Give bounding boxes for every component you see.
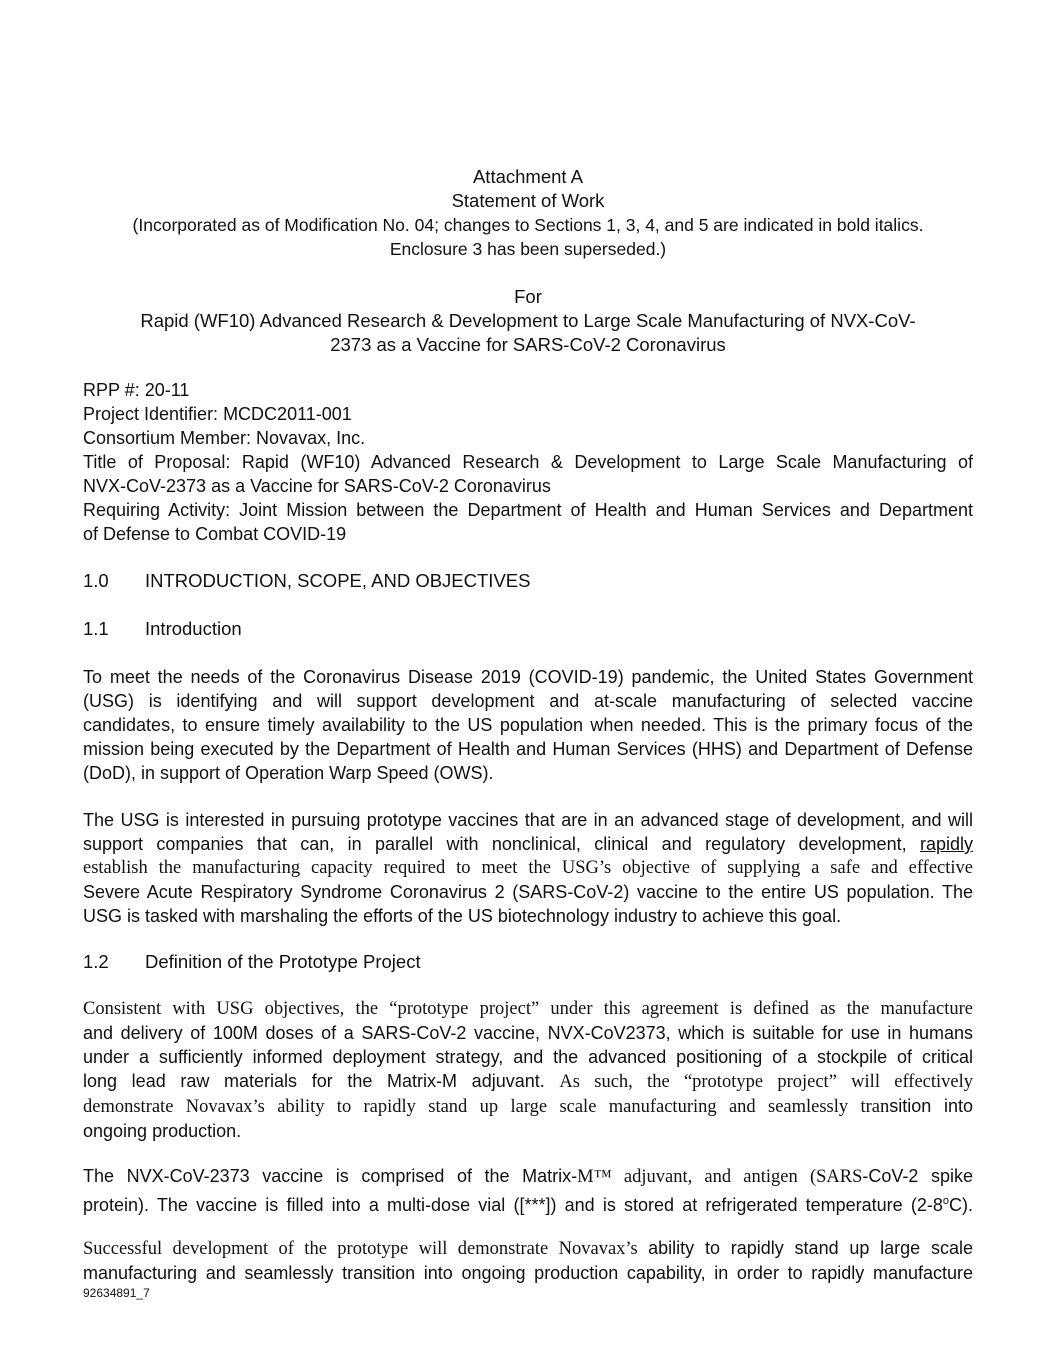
line-text: sition into (889, 1096, 973, 1116)
section-heading-1-0 (83, 569, 973, 593)
for-label: For (514, 286, 542, 307)
section-number: 1.0 (83, 570, 109, 591)
paragraph-line (83, 832, 973, 856)
section-heading-1-2 (83, 950, 973, 974)
underlined-word: rapidly (919, 834, 973, 854)
paragraph-line: under a sufficiently informed deployment strategy, and the advanced positioning of a stockpile of critical (83, 1047, 973, 1067)
paragraph-line: establish the manufacturing capacity required to meet the USG’s objective of supplying a safe and effective (83, 858, 973, 878)
line-text: Successful development of the prototype will demonstrate Novavax’s (83, 1239, 649, 1259)
proposal-metadata (83, 378, 973, 546)
paragraph-line: The USG is interested in pursuing prototype vaccines that are in an advanced stage of development, and will (83, 810, 973, 830)
consortium-member: Consortium Member: Novavax, Inc. (83, 428, 366, 448)
paragraph-line: candidates, to ensure timely availability to the US population when needed. This is the primary focus of the (83, 715, 973, 735)
section-title: Introduction (145, 618, 242, 639)
section-title: Definition of the Prototype Project (145, 951, 421, 972)
requiring-activity-line2: of Defense to Combat COVID-19 (83, 524, 347, 544)
line-text: M™ adjuvant, and antigen (SARS (577, 1167, 863, 1187)
paragraph-line: manufacturing and seamlessly transition into ongoing production capability, in order to rapidly manufacture (83, 1263, 973, 1283)
rpp-number: RPP #: 20-11 (83, 380, 190, 400)
modification-note-line1: (Incorporated as of Modification No. 04; changes to Sections 1, 3, 4, and 5 are indicated in bold italics. (132, 215, 924, 235)
superscript-degree: o (942, 1195, 949, 1207)
paragraph-line (83, 1236, 973, 1261)
line-text: demonstrate Novavax’s ability to rapidly stand up large scale manufacturing and seamlessly tran (83, 1097, 890, 1117)
document-id-footer: 92634891_7 (83, 1286, 150, 1300)
line-text: The NVX-CoV-2373 vaccine is comprised of the Matrix- (83, 1166, 578, 1186)
paragraph-line (83, 1189, 973, 1217)
document-subtitle: Statement of Work (451, 190, 605, 211)
project-title-line1: Rapid (WF10) Advanced Research & Development to Large Scale Manufacturing of NVX-CoV- (140, 310, 916, 331)
project-title-line2: 2373 as a Vaccine for SARS-CoV-2 Coronavirus (330, 334, 726, 355)
paragraph-line: USG is tasked with marshaling the efforts of the US biotechnology industry to achieve this goal. (83, 906, 842, 926)
line-text: protein). The vaccine is filled into a multi-dose vial ([***]) and is stored at refrigerated temperature (2-8 (83, 1195, 943, 1215)
requiring-activity-line1: Requiring Activity: Joint Mission between the Department of Health and Human Services and Department (83, 500, 973, 520)
paragraph-vaccine-composition (83, 1164, 973, 1217)
line-text: long lead raw materials for the Matrix-M adjuvant. (83, 1071, 560, 1091)
paragraph-prototype-definition (83, 997, 973, 1143)
paragraph-line: and delivery of 100M doses of a SARS-CoV-2 vaccine, NVX-CoV2373, which is suitable for use in humans (83, 1023, 973, 1043)
paragraph-line: Consistent with USG objectives, the “prototype project” under this agreement is defined as the manufacture (83, 999, 973, 1019)
section-title: INTRODUCTION, SCOPE, AND OBJECTIVES (145, 570, 531, 591)
paragraph-line: ongoing production. (83, 1121, 242, 1141)
attachment-title: Attachment A (472, 166, 584, 187)
modification-note-line2: Enclosure 3 has been superseded.) (389, 239, 667, 259)
paragraph-line: mission being executed by the Department of Health and Human Services (HHS) and Department of Defense (83, 739, 973, 759)
line-text: support companies that can, in parallel with nonclinical, clinical and regulatory development, (83, 834, 920, 854)
paragraph-line (83, 1164, 973, 1189)
paragraph-introduction (83, 665, 973, 785)
line-text: -CoV-2 spike (862, 1166, 973, 1186)
paragraph-line (83, 1094, 973, 1119)
paragraph-line: Severe Acute Respiratory Syndrome Coronavirus 2 (SARS-CoV-2) vaccine to the entire US population. The (83, 882, 973, 902)
paragraph-line (83, 1069, 973, 1094)
section-heading-1-1 (83, 617, 973, 641)
document-header (83, 165, 973, 357)
line-text: As such, the “prototype project” will effectively (559, 1072, 973, 1092)
paragraph-line: (DoD), in support of Operation Warp Speed (OWS). (83, 763, 494, 783)
project-identifier: Project Identifier: MCDC2011-001 (83, 404, 352, 424)
proposal-title-line1: Title of Proposal: Rapid (WF10) Advanced Research & Development to Large Scale Manufacturing of (83, 452, 973, 472)
paragraph-line: (USG) is identifying and will support development and at-scale manufacturing of selected vaccine (83, 691, 973, 711)
paragraph-line: To meet the needs of the Coronavirus Disease 2019 (COVID-19) pandemic, the United States Government (83, 667, 973, 687)
proposal-title-line2: NVX-CoV-2373 as a Vaccine for SARS-CoV-2 Coronavirus (83, 476, 551, 496)
line-text: C). (949, 1195, 973, 1215)
section-number: 1.2 (83, 951, 109, 972)
paragraph-successful-development (83, 1236, 973, 1285)
section-number: 1.1 (83, 618, 109, 639)
paragraph-usg-interest (83, 808, 973, 928)
line-text: ability to rapidly stand up large scale (648, 1238, 973, 1258)
